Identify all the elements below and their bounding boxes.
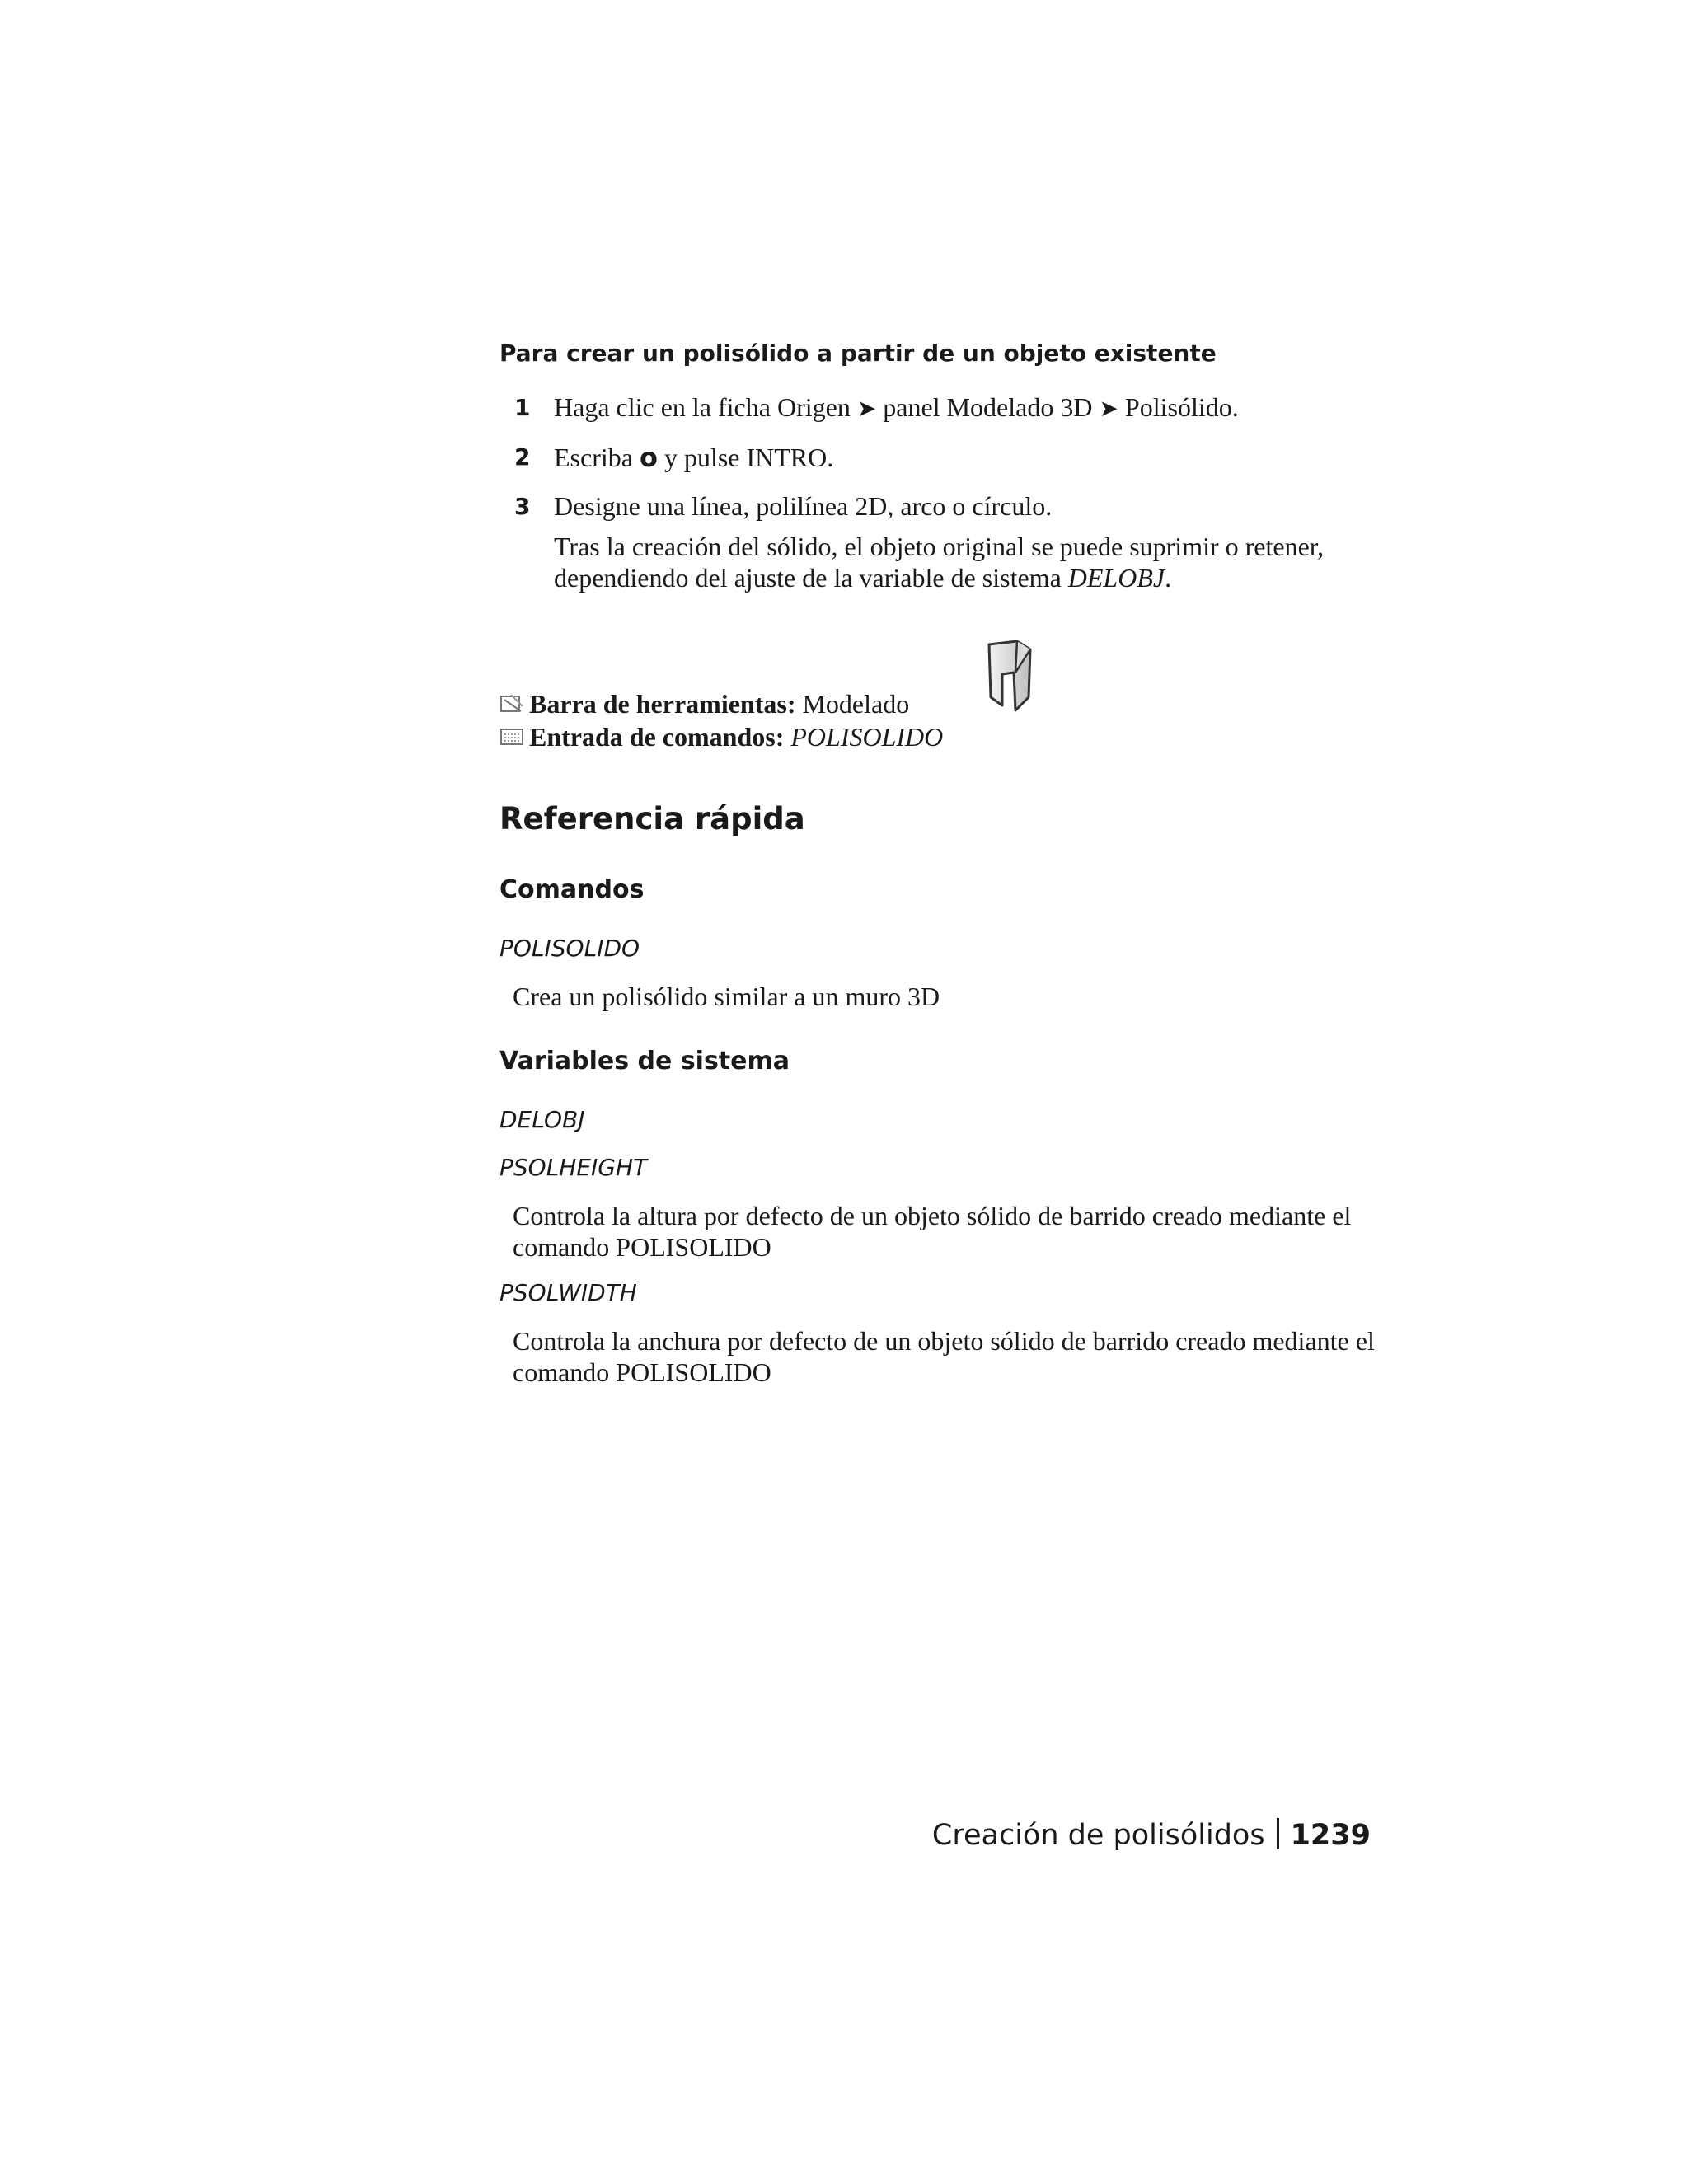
step-input-key: o bbox=[639, 442, 658, 473]
step-text: Designe una línea, polilínea 2D, arco o círculo. bbox=[554, 491, 1053, 521]
sysvar-name: PSOLWIDTH bbox=[499, 1279, 637, 1306]
toolbar-access bbox=[499, 689, 909, 719]
command-name: POLISOLIDO bbox=[499, 935, 640, 962]
page-footer bbox=[932, 1818, 1371, 1852]
step-part: panel Modelado 3D bbox=[883, 392, 1093, 422]
toolbar-label: Barra de herramientas: bbox=[529, 689, 796, 719]
page-number: 1239 bbox=[1290, 1819, 1371, 1852]
footer-section: Creación de polisólidos bbox=[931, 1819, 1265, 1852]
sysvar-name: PSOLHEIGHT bbox=[499, 1154, 648, 1181]
command-access bbox=[499, 722, 943, 752]
command-description: Crea un polisólido similar a un muro 3D bbox=[513, 982, 940, 1011]
step-part: y pulse INTRO. bbox=[663, 443, 834, 472]
note-variable: DELOBJ bbox=[1067, 563, 1165, 593]
step-text bbox=[554, 392, 1239, 423]
procedure-title: Para crear un polisólido a partir de un objeto existente bbox=[499, 340, 1217, 367]
commands-title: Comandos bbox=[499, 875, 645, 904]
toolbar-icon bbox=[499, 693, 524, 715]
step-part: Escriba bbox=[554, 443, 633, 472]
note-text: Tras la creación del sólido, el objeto original se puede suprimir o retener, dependiendo del ajuste de la variable de sistema bbox=[554, 532, 1325, 593]
step-part: Polisólido. bbox=[1124, 392, 1239, 422]
step-text bbox=[554, 442, 833, 473]
step-part: Haga clic en la ficha Origen bbox=[554, 392, 851, 422]
sysvars-title: Variables de sistema bbox=[499, 1047, 790, 1076]
note-end: . bbox=[1165, 563, 1172, 593]
arrow-right-icon: ➤ bbox=[1099, 396, 1118, 422]
step-number: 2 bbox=[514, 443, 531, 471]
arrow-right-icon: ➤ bbox=[856, 396, 877, 422]
command-label: Entrada de comandos: bbox=[529, 722, 785, 752]
toolbar-value: Modelado bbox=[802, 689, 910, 719]
quick-reference-title: Referencia rápida bbox=[499, 801, 805, 837]
command-value: POLISOLIDO bbox=[790, 722, 944, 752]
footer-separator bbox=[1277, 1818, 1279, 1849]
sysvar-description: Controla la altura por defecto de un objeto sólido de barrido creado mediante el comando POLISOLIDO bbox=[513, 1201, 1352, 1262]
step-number: 3 bbox=[514, 493, 531, 520]
polysolid-icon bbox=[984, 640, 1034, 714]
step-number: 1 bbox=[514, 394, 531, 421]
sysvar-name: DELOBJ bbox=[499, 1106, 585, 1133]
step-3-note bbox=[554, 531, 1378, 593]
sysvar-description: Controla la anchura por defecto de un objeto sólido de barrido creado mediante el comando POLISOLIDO bbox=[513, 1326, 1375, 1387]
keyboard-icon bbox=[499, 726, 524, 748]
